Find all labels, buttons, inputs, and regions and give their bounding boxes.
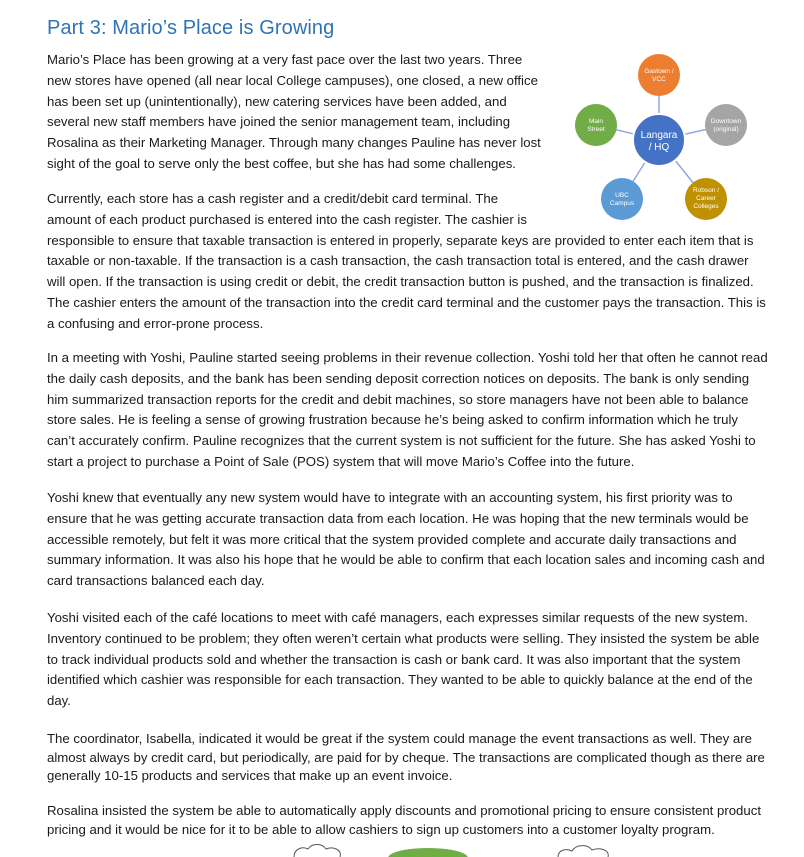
node-center-line1: Langara [640, 130, 678, 141]
paragraph-coordinator: The coordinator, Isabella, indicated it would be great if the system could manage the event transactions as well. They are almost always by credit card, but periodically, are paid for by cheque. The transactions are complicated though as there are generally 10-15 products and services that make up an event invoice. [47, 731, 765, 783]
node-center-line2: / HQ [648, 142, 670, 153]
node-main-line1: Main [588, 118, 604, 125]
p2-rest: responsible to ensure that taxable transaction is entered in properly, separate keys are provided to enter each item that is taxable or non-taxable. If the transaction is a cash transaction, the cash transaction total is entered, and the cash drawer will open. If the transaction is using credit or debit, the credit transaction button is pushed, and the transaction is finalized. The cashier enters the amount of the transaction into the credit card terminal and the customer pays the transaction. This is a confusing and error-prone process. [47, 232, 766, 331]
paragraph-cafe-managers: Yoshi visited each of the café locations to meet with café managers, each expresses similar requests of the new system. Inventory continued to be problem; they often weren’t certain what products were selling. They insisted the system be able to track individual products sold and whether the transaction is cash or bank card. It was also important that the system identified which cashier was responsible for each transaction. They wanted to be able to quickly balance at the end of the day. [47, 610, 760, 709]
node-ubc-line2: Campus [609, 200, 635, 207]
p2-line2: amount of each product purchased is entered into the cash register. The cashier is [47, 211, 527, 227]
node-downtown [705, 104, 747, 146]
node-main [575, 104, 617, 146]
bottom-decoration [280, 840, 680, 857]
node-ubc-line1: UBC [615, 192, 629, 199]
node-center-hq [633, 114, 685, 166]
paragraph-current-process [47, 189, 769, 335]
cloud-shape-right [558, 846, 608, 857]
node-downtown-line2: (original) [713, 126, 739, 133]
green-blob [388, 848, 468, 857]
node-robson-line1: Robson / [692, 187, 720, 194]
paragraph-rosalina: Rosalina insisted the system be able to automatically apply discounts and promotional pricing to ensure consistent product pricing and it would be nice for it to be able to allow cashiers to sign up customers into a customer loyalty program. [47, 803, 761, 837]
node-main-line2: Street [587, 126, 605, 133]
node-downtown-line1: Downtown [710, 118, 742, 125]
paragraph-growth: Mario’s Place has been growing at a very fast pace over the last two years. Three new stores have opened (all near local College campuses), one closed, a new office has been set up (unintentionally), new catering services have been added, and several new staff members have joined the senior management team, including Rosalina as their Marketing Manager. Through many changes Pauline has never lost sight of the goal to serve only the best coffee, but she has had some challenges. [47, 52, 541, 171]
page-title: Part 3: Mario’s Place is Growing [47, 17, 335, 40]
node-gastown [638, 54, 680, 96]
p2-line1: Currently, each store has a cash register and a credit/debit card terminal. The [47, 191, 499, 206]
node-gastown-line1: Gastown / [644, 68, 674, 75]
node-robson-line2: Career [696, 195, 716, 202]
node-robson-line3: Colleges [693, 203, 719, 210]
paragraph-priority: Yoshi knew that eventually any new system would have to integrate with an accounting system, his first priority was to ensure that he was getting accurate transaction data from each location. He was hoping that the new terminals would be accessible remotely, but felt it was more critical that the system provided complete and accurate daily transactions and summary information. It was also his hope that he would be able to confirm that each location sales and incoming cash and card transactions balanced each day. [47, 490, 765, 589]
node-gastown-line2: VCC [652, 76, 666, 83]
paragraph-meeting: In a meeting with Yoshi, Pauline started seeing problems in their revenue collection. Yoshi told her that often he cannot read the daily cash deposits, and the bank has been sending deposit correction notices on deposits. The bank is only sending him summarized transaction reports for the credit and debit machines, so store managers have not been able to balance store sales. He is feeling a sense of growing frustration because he’s being asked to confirm information which he truly can’t accurately confirm. Pauline recognizes that the current system is not sufficient for the future. She has asked Yoshi to start a project to purchase a Point of Sale (POS) system that will move Mario’s Coffee into the future. [47, 350, 768, 469]
cloud-shape [294, 845, 340, 857]
